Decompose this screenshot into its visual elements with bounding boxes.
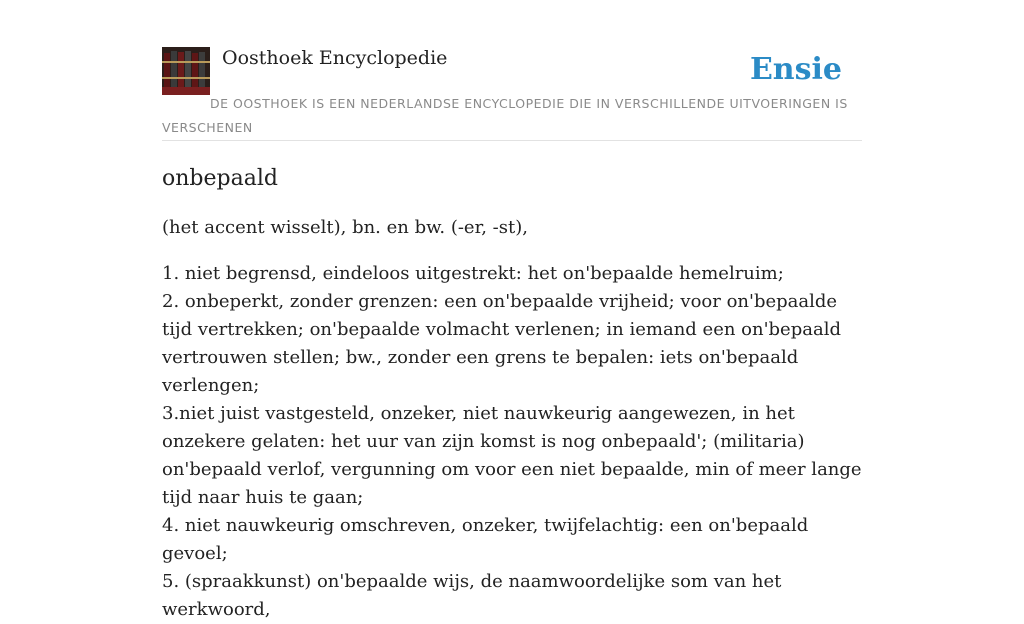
definition-item: 3.niet juist vastgesteld, onzeker, niet nauwkeurig aangewezen, in het onzekere gelaten: het uur van zijn komst is nog onbepaald'; (militaria) on'bepaald verlof, vergunning om voor een niet bepaalde, min of meer lange tijd naar huis te gaan; (162, 403, 862, 508)
books-icon (162, 47, 210, 95)
definition-item: 1. niet begrensd, eindeloos uitgestrekt: het on'bepaalde hemelruim; (162, 263, 784, 284)
definition-list (162, 260, 862, 624)
brand-logo[interactable]: Ensie (749, 52, 842, 87)
article (162, 162, 862, 624)
article-grammar: (het accent wisselt), bn. en bw. (-er, -st), (162, 217, 528, 238)
definition-item: 2. onbeperkt, zonder grenzen: een on'bepaalde vrijheid; voor on'bepaalde tijd vertrekken; on'bepaalde volmacht verlenen; in iemand een on'bepaald vertrouwen stellen; bw., zonder een grens te bepalen: iets on'bepaald verlengen; (162, 291, 841, 396)
definition-item: 4. niet nauwkeurig omschreven, onzeker, twijfelachtig: een on'bepaald gevoel; (162, 515, 809, 564)
site-title[interactable]: Oosthoek Encyclopedie (222, 47, 448, 69)
site-header (162, 46, 862, 141)
site-tagline: DE OOSTHOEK IS EEN NEDERLANDSE ENCYCLOPEDIE DIE IN VERSCHILLENDE UITVOERINGEN IS VERSCHENEN (162, 96, 848, 135)
definition-item: 5. (spraakkunst) on'bepaalde wijs, de naamwoordelijke som van het werkwoord, (162, 571, 782, 620)
encyclopedia-books-avatar[interactable] (162, 47, 210, 95)
article-headword: onbepaald (162, 166, 278, 191)
